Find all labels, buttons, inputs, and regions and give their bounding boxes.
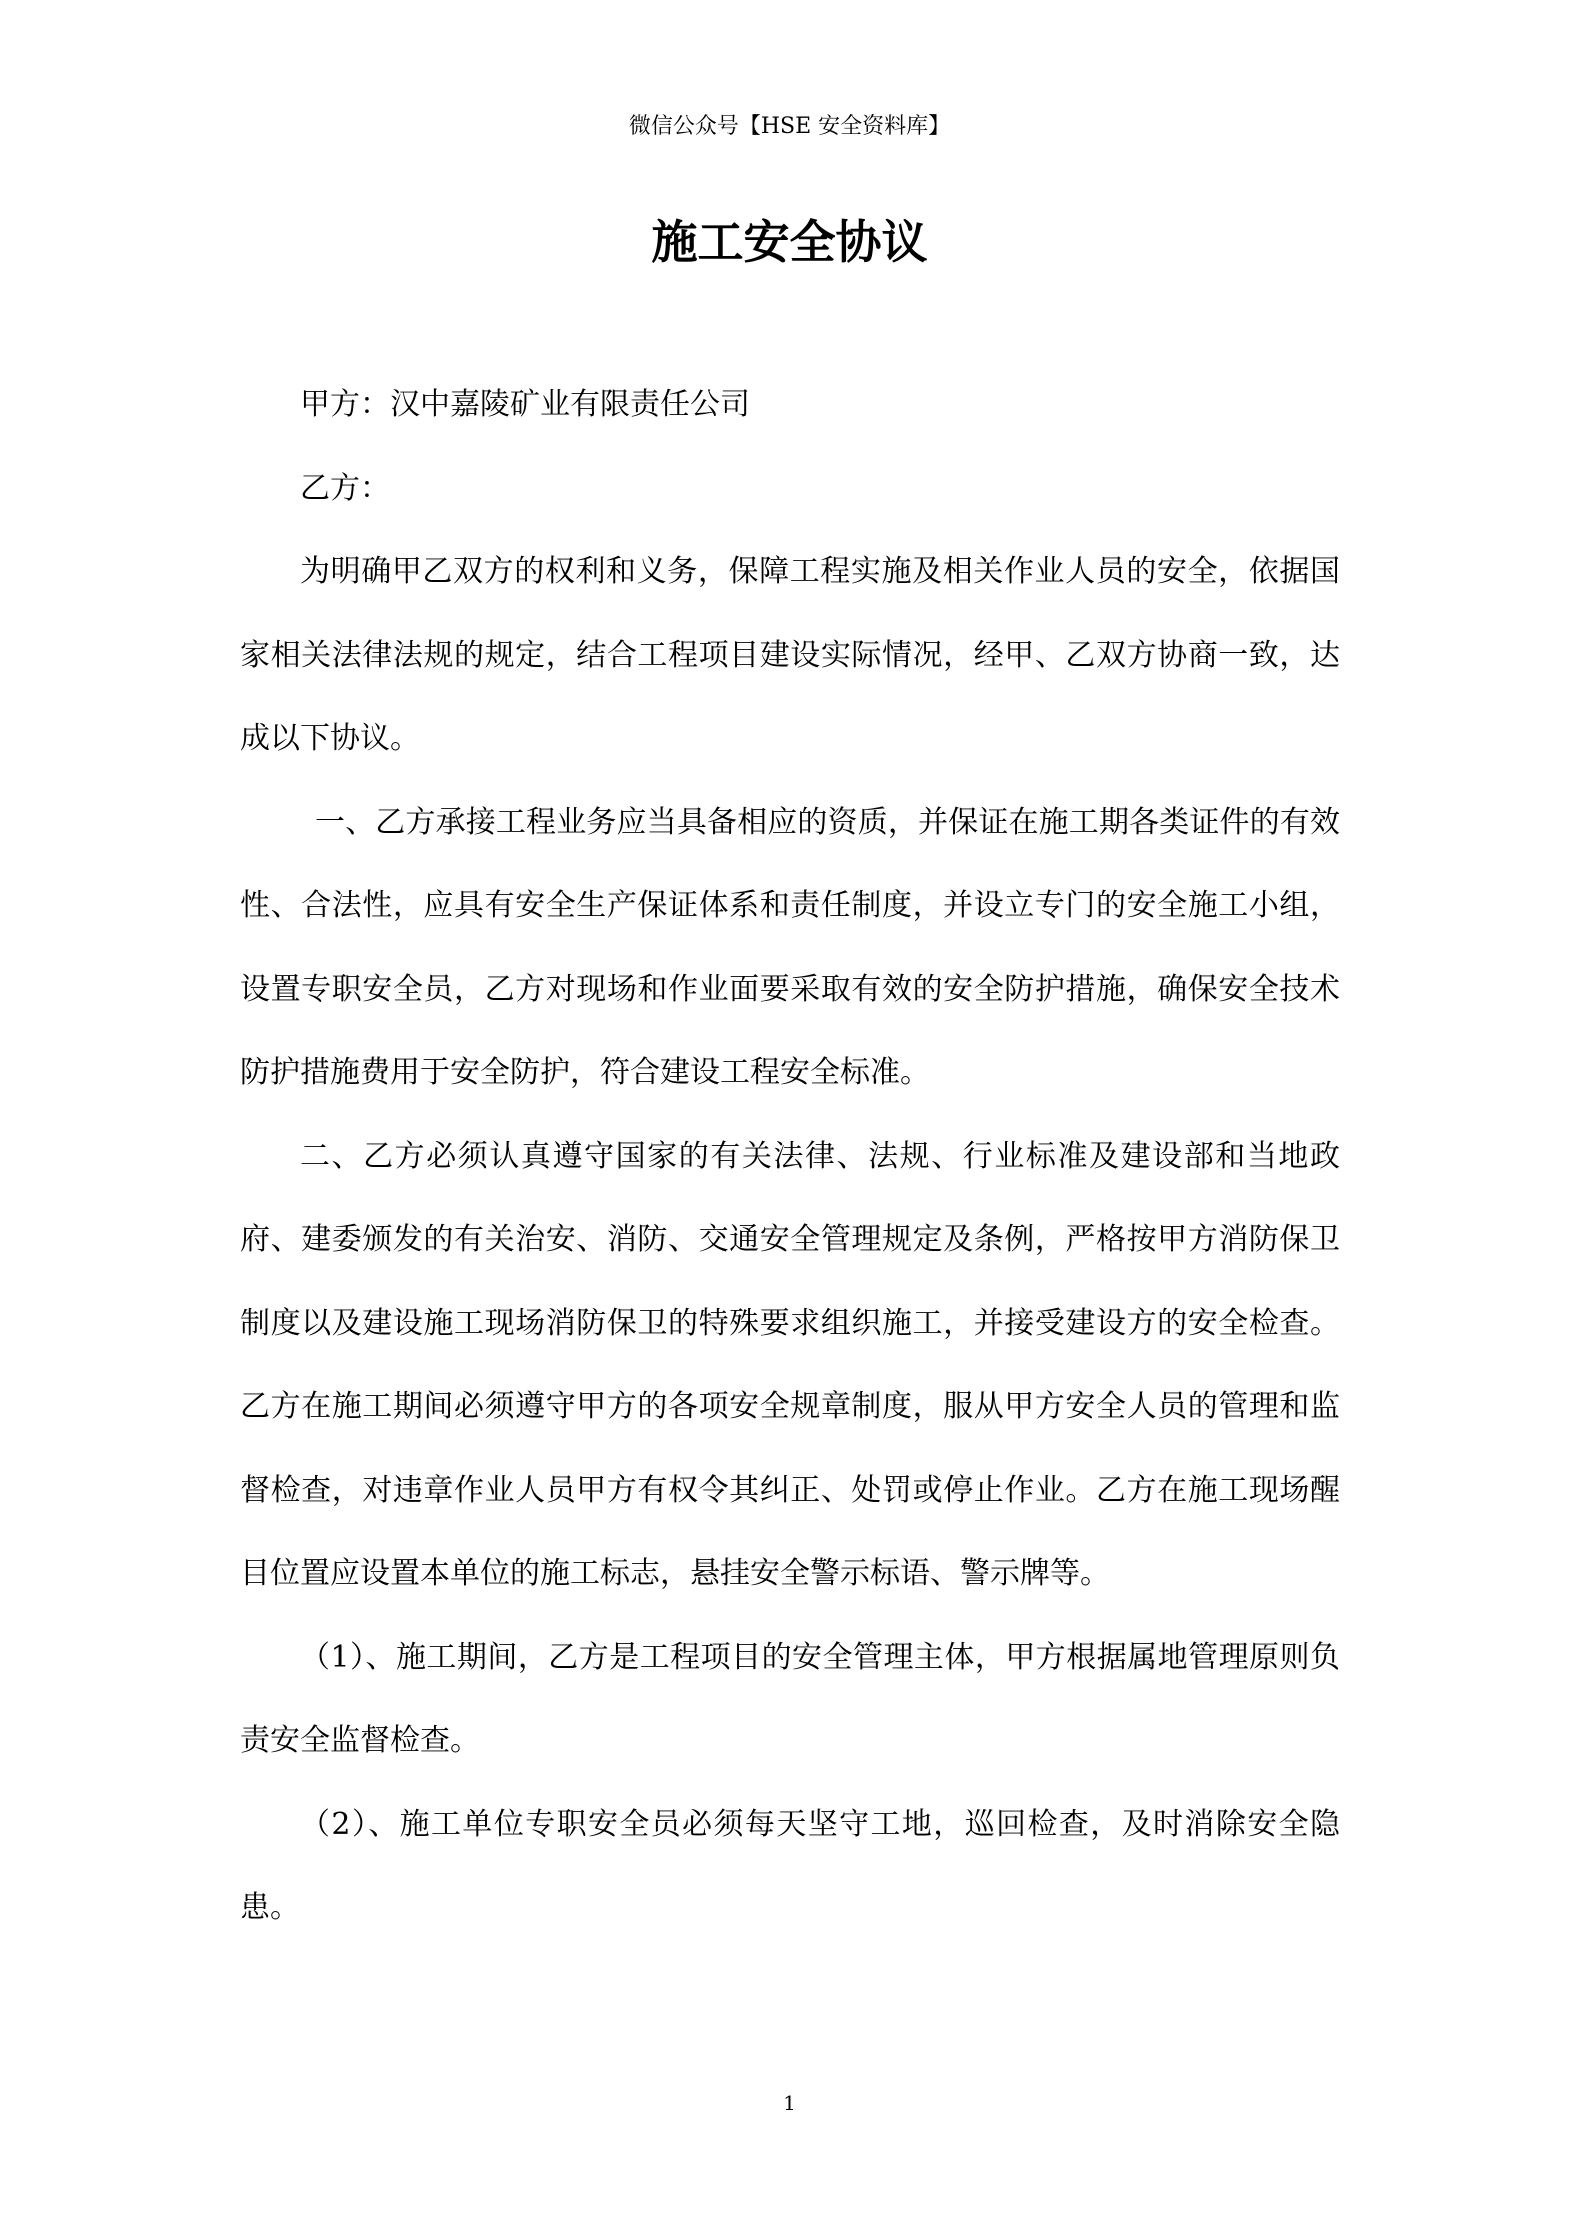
document-title: 施工安全协议: [651, 215, 928, 269]
clause-one-paragraph: 一、乙方承接工程业务应当具备相应的资质，并保证在施工期各类证件的有效性、合法性，应具有安全生产保证体系和责任制度，并设立专门的安全施工小组，设置专职安全员，乙方对现场和作业面要采取有效的安全防护措施，确保安全技术防护措施费用于安全防护，符合建设工程安全标准。: [240, 804, 1340, 1090]
sub-clause-one-paragraph: （1）、施工期间，乙方是工程项目的安全管理主体，甲方根据属地管理原则负责安全监督检查。: [240, 1639, 1340, 1758]
intro-paragraph: 为明确甲乙双方的权利和义务，保障工程实施及相关作业人员的安全，依据国家相关法律法规的规定，结合工程项目建设实际情况，经甲、乙双方协商一致，达成以下协议。: [240, 554, 1340, 756]
party-a-line: 甲方：汉中嘉陵矿业有限责任公司: [300, 387, 750, 422]
sub-clause-two-paragraph: （2）、施工单位专职安全员必须每天坚守工地，巡回检查，及时消除安全隐患。: [240, 1806, 1340, 1925]
clause-two-paragraph: 二、乙方必须认真遵守国家的有关法律、法规、行业标准及建设部和当地政府、建委颁发的有关治安、消防、交通安全管理规定及条例，严格按甲方消防保卫制度以及建设施工现场消防保卫的特殊要求组织施工，并接受建设方的安全检查。乙方在施工期间必须遵守甲方的各项安全规章制度，服从甲方安全人员的管理和监督检查，对违章作业人员甲方有权令其纠正、处罚或停止作业。乙方在施工现场醒目位置应设置本单位的施工标志，悬挂安全警示标语、警示牌等。: [240, 1138, 1340, 1591]
page-number: 1: [783, 2091, 796, 2115]
party-b-line: 乙方：: [300, 470, 390, 506]
document-body: [240, 363, 1340, 1950]
page-header: 微信公众号【HSE 安全资料库】: [628, 114, 951, 139]
